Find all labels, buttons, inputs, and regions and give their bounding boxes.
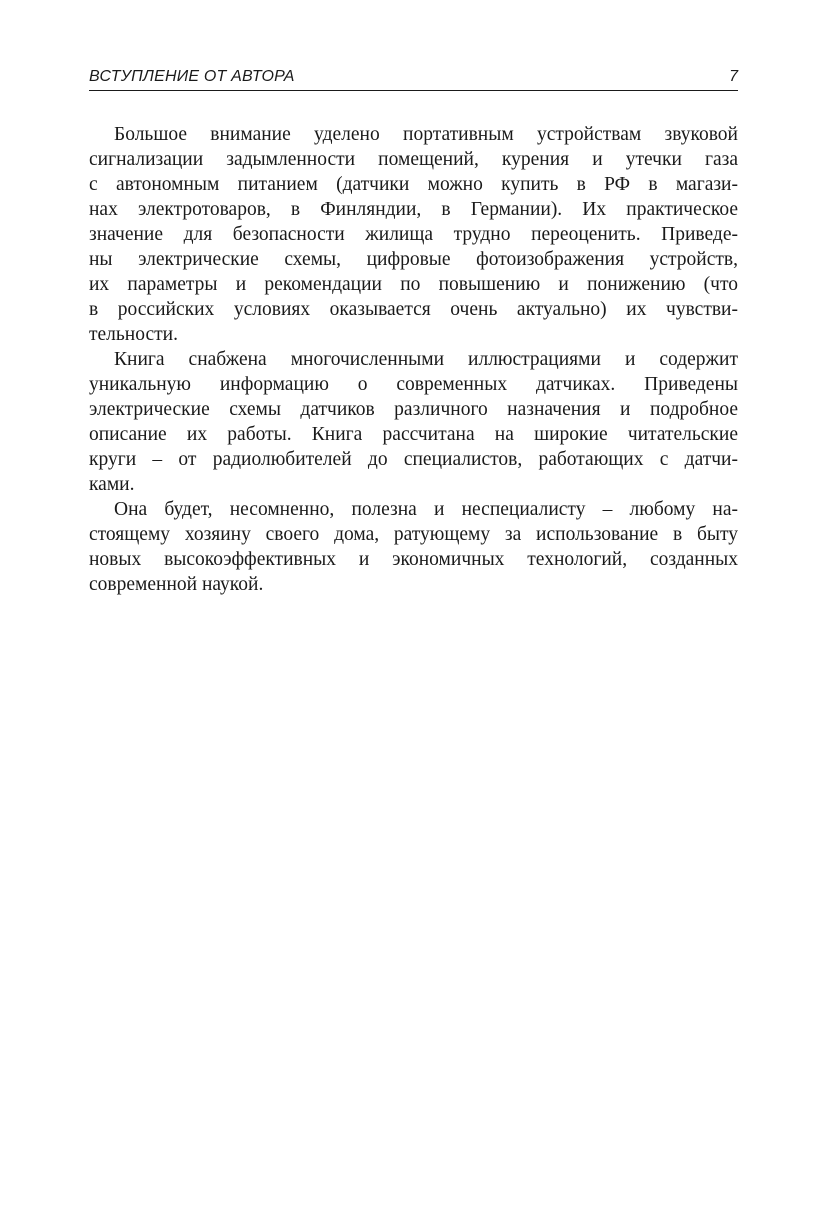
text-line: в российских условиях оказывается очень актуально) их чувстви-: [89, 299, 738, 320]
paragraph-3: [89, 497, 738, 597]
text-line: нах электротоваров, в Финляндии, в Германии). Их практическое: [89, 199, 738, 220]
paragraph-2: [89, 347, 738, 497]
text-line: Книга снабжена многочисленными иллюстрациями и содержит: [114, 349, 738, 370]
text-line: значение для безопасности жилища трудно переоценить. Приведе-: [89, 224, 738, 245]
text-line: Она будет, несомненно, полезна и неспециалисту – любому на-: [114, 499, 738, 520]
text-line: современной наукой.: [89, 574, 264, 595]
text-line: новых высокоэффективных и экономичных технологий, созданных: [89, 549, 738, 570]
section-title: ВСТУПЛЕНИЕ ОТ АВТОРА: [89, 68, 295, 85]
text-line: ками.: [89, 474, 135, 495]
paragraph-1: [89, 122, 738, 347]
text-line: ны электрические схемы, цифровые фотоизображения устройств,: [89, 249, 738, 270]
text-line: их параметры и рекомендации по повышению и понижению (что: [89, 274, 738, 295]
text-line: круги – от радиолюбителей до специалистов, работающих с датчи-: [89, 449, 738, 470]
text-line: сигнализации задымленности помещений, курения и утечки газа: [89, 149, 738, 170]
text-line: с автономным питанием (датчики можно купить в РФ в магази-: [89, 174, 738, 195]
running-header: [89, 66, 738, 91]
text-line: стоящему хозяину своего дома, ратующему за использование в быту: [89, 524, 738, 545]
page-number: 7: [729, 68, 738, 85]
text-line: Большое внимание уделено портативным устройствам звуковой: [114, 124, 738, 145]
text-line: электрические схемы датчиков различного назначения и подробное: [89, 399, 738, 420]
body-text: [89, 122, 738, 597]
text-line: описание их работы. Книга рассчитана на широкие читательские: [89, 424, 738, 445]
text-line: уникальную информацию о современных датчиках. Приведены: [89, 374, 738, 395]
text-line: тельности.: [89, 324, 178, 345]
